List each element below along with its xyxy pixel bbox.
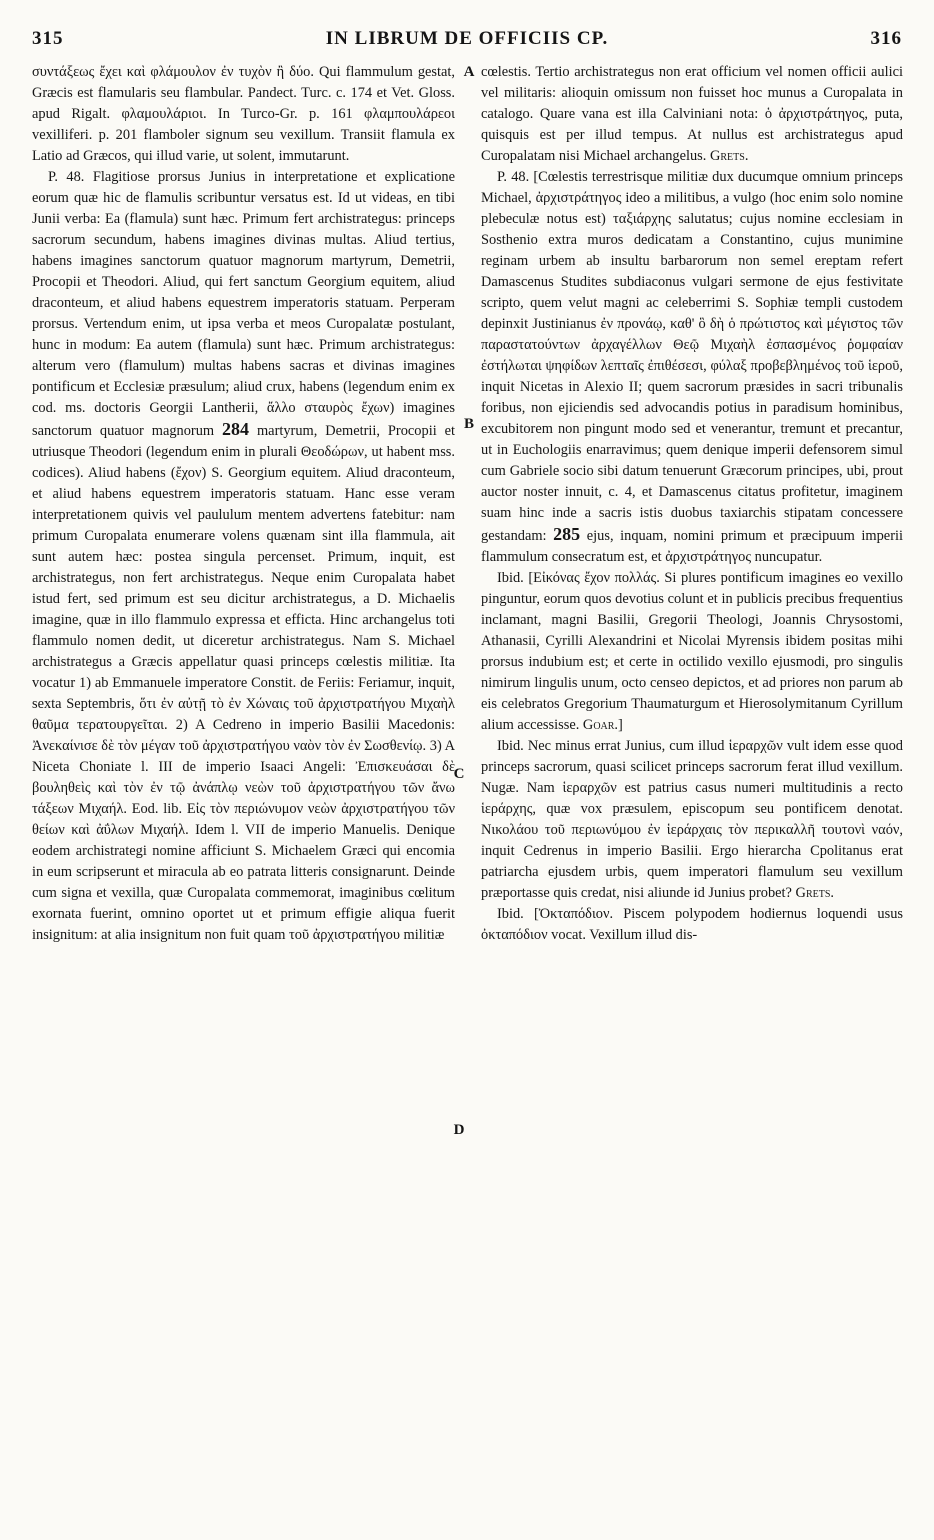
margin-mark-a: A: [463, 64, 475, 80]
column-number-284: 284: [222, 419, 250, 439]
right-paragraph-2-text-b: ejus, inquam, nomini primum et præcipuum imperii flammulum consecratum est, et ἀρχιστράτηγος nuncupatur.: [481, 528, 903, 565]
right-paragraph-2-text-a: P. 48. [Cœlestis terrestrisque militiæ dux ducumque omnium princeps Michael, ἀρχιστράτηγος ideo a militibus, a vulgo (hoc enim solo nomine plebeculæ notus est) ταξιάρχης salutatus; cujus nomine ecclesiam in Sosthenio extra muros dedicatam a Constantino, cujus munimine reginam urbem ab insultu barbarorum non semel ereptam refert Damascenus Studites subdiaconus vulgari sermone de ejus festivitate scripto, quem velut magni ac celeberrimi S. Sophiæ templi custodem depinxit Justinianus ἐν προνάῳ, καθ' ὃ δὴ ὁ πρώτιστος καὶ μέγιστος τῶν παραστατούντων ἀρχαγέλλων Θεῷ Μιχαὴλ ἐσπασμένος ῥομφαίαν ἐστήλωται ψηφίδων λεπταῖς ἐπιθέσεσι, φύλαξ προβεβλημένος τοῦ ἱεροῦ, inquit Nicetas in Alexio II; quem sacrorum præsides in sacri tribunalis foribus, non ejiciendis sed advocandis potius in paradisum hominibus, excubitorem non pingunt modo sed et venerantur, tremunt et precantur, ut in Euchologiis enarravimus; quem denique imperii defensorem simul cum Gabriele socio sibi datum tenuerunt Græcorum principes, ubi, prout auctor noster innuit, c. 4, et Damascenus citatus profitetur, imaginem suam hinc inde a sacris istis duobus taxiarchis stipatam concessere gestandam:: [481, 169, 903, 544]
left-paragraph-2: [32, 167, 455, 946]
margin-mark-d: D: [453, 1122, 465, 1138]
right-paragraph-3-text: Ibid. [Εἰκόνας ἔχον πολλάς. Si plures pontificum imagines eo vexillo pinguntur, eorum quos devotius colunt et in publicis precibus frequentius inclamant, magni Basilii, Gregorii Theologi, Joannis Chrysostomi, Athanasii, Cyrilli Alexandrini et Nicolai Myrensis ibidem positas mihi prorsus indubium est; et certe in octilido vexillo ejusmodi, pro singulis nimirum lingulis unum, octo censeo depictos, et ad priores non parum ab eis celebratos Gregorium Thaumaturgum et Hierosolymitanum Cyrillum alium accessisse.: [481, 570, 903, 733]
right-paragraph-1: [481, 62, 903, 167]
left-paragraph-2-text-a: P. 48. Flagitiose prorsus Junius in interpretatione et explicatione eorum quæ hic de flamulis scribuntur versatus est. Id ut videas, en tibi Junii verba: Ea (flamula) sunt hæc. Primum fert archistrategus: princeps sacrorum secundum, habens imagines divinas multas. Aliud tertius, habens imagines sanctorum quatuor magnorum martyrum, Demetrii, Procopii et Theodori. Aliud, qui fert sanctum Georgium equitem, aliud draconteum, et aliud habens equestrem imperatoris statuam. Perperam prorsus. Vertendum enim, ut ipsa verba et meos Curopalatæ postulant, hunc in modum: Ea autem (flamula) sunt hæc. Primum archistrategus: alterum vero (flamulum) multas habens sacras et divinas imagines pontificum et Ecclesiæ præsulum; aliud crux, habens (legendum enim ex cod. ms. doctoris Georgii Lantherii, ἄλλο σταυρὸς ἔχων) imagines sanctorum quatuor magnorum: [32, 169, 455, 439]
left-column: [32, 62, 455, 1532]
left-paragraph-1: συντάξεως ἔχει καὶ φλάμουλον ἐν τυχὸν ἢ δύο. Qui flammulum gestat, Græcis est flamularis seu flambular. Pandect. Turc. c. 174 et Vet. Gloss. apud Rigalt. φλαμουλάριοι. In Turco-Gr. p. 161 φλαμπουλάρεοι vexilliferi. p. 201 flamboler signum seu vexillum. Transiit flamula ex Latio ad Græcos, qui illud varie, ut solent, immutarunt.: [32, 64, 455, 164]
right-paragraph-2: [481, 167, 903, 568]
left-paragraph-2-text-b: martyrum, Demetrii, Procopii et utriusque Theodori (legendum enim in plurali Θεοδώρων, ut habent mss. codices). Aliud habens (ἔχον) S. Georgium equitem. Aliud draconteum, et aliud habens equestrem imperatoris statuam. Hanc esse veram interpretationem quivis vel paululum mentem advertens fatebitur: nam primum Curopalata enumerare volens quænam sint illa flammula, ait sunt autem hæc: postea singula percenset. Primum, inquit, est archistrategus, non fert archistrategus. Neque enim Curopalata habet istud fert, sed primum est seu dicitur archistrategus, a D. Michaelis imagine, quæ in illo flammulo expressa et efficta. Hinc archangelus toti flammulo nomen dedit, ut diceretur archistrategus. Nam S. Michael archistrategus a Græcis appellatur quasi princeps cœlestis militiæ. Ita vocatur 1) ab Emmanuele imperatore Constit. de Feriis: Feriamur, inquit, sexta Septembris, ὅτι ἐν αὐτῇ τὸ ἐν Χώναις τοῦ ἀρχιστρατήγου Μιχαὴλ θαῦμα τερατουργεῖται. 2) A Cedreno in imperio Basilii Macedonis: Ἀνεκαίνισε δὲ τὸν μέγαν τοῦ ἀρχιστρατήγου ναὸν τὸν ἐν Σωσθενίῳ. 3) A Niceta Choniate l. III de imperio Isaaci Angeli: Ἐπισκευάσαι δὲ βουληθεὶς καὶ τὸν ἐν τῷ ἀνάπλῳ νεὼν τοῦ ἀρχιστρατήγου τῶν ἄνω τάξεων Μιχαήλ. Eod. lib. Εἰς τὸν περιώνυμον νεὼν ἀρχιστρατήγου τῶν θείων καὶ ἀΰλων Μιχαήλ. Idem l. VII de imperio Manuelis. Denique eodem archistrategi nomine afficiunt S. Michaelem Græci qui encomia in eum scripserunt et miracula ab eo patrata litteris consignarunt. Deinde cum signa et vexilla, quæ Curopalata commemorat, imaginibus cœlitum exornata fuerint, omnino oportet ut et primum effigie aliqua fuerit insignitum: at alia insignitum non fuit quam τοῦ ἀρχιστρατήγου militiæ: [32, 423, 455, 943]
column-number-285: 285: [553, 524, 581, 544]
right-column: [481, 62, 903, 1532]
margin-mark-c: C: [453, 766, 465, 782]
right-paragraph-4-text: Ibid. Nec minus errat Junius, cum illud ἱεραρχῶν vult idem esse quod princeps sacrorum, quasi scilicet princeps sacrorum ferat illud vexillum. Nugæ. Nam ἱεραρχῶν est patrius casus numeri multitudinis a recto ἱεράρχης, quæ vox præsulem, episcopum seu pontificem denotat. Νικολάου τοῦ περιωνύμου ἐν ἱεράρχαις τὸν περικαλλῆ τουτονὶ ναόν, inquit Cedrenus in imperio Basilii. Ergo hierarcha Cpolitanus erat patriarcha ejusdem urbis, quem imperatori flamulum seu vexillum præportasse quis credat, nisi aliunde id Junius probet?: [481, 738, 903, 901]
right-paragraph-3: [481, 568, 903, 736]
signature-grets-1: Grets.: [710, 148, 749, 164]
running-title: IN LIBRUM DE OFFICIIS CP.: [325, 28, 609, 49]
page-number-right: 316: [870, 28, 902, 49]
margin-mark-b: B: [463, 416, 474, 432]
page-header: [32, 28, 902, 58]
right-paragraph-1-text: cœlestis. Tertio archistrategus non erat officium vel nomen officii aulici vel militaris: alioquin omissum non fuisset hoc munus a Curopalata in catalogo. Quare vana est illa Calviniani nota: ὁ ἀρχιστράτηγος, puta, quisquis est per illud tempus. At nullus est archistrategus apud Curopalatam nisi Michael archangelus.: [481, 64, 903, 164]
right-paragraph-4: [481, 736, 903, 904]
right-paragraph-5: Ibid. [Ὀκταπόδιον. Piscem polypodem hodiernus loquendi usus ὀκταπόδιον vocat. Vexillum illud dis-: [481, 906, 903, 943]
signature-grets-2: Grets.: [795, 885, 834, 901]
page-number-left: 315: [32, 28, 64, 49]
signature-goar: Goar.]: [582, 717, 623, 733]
